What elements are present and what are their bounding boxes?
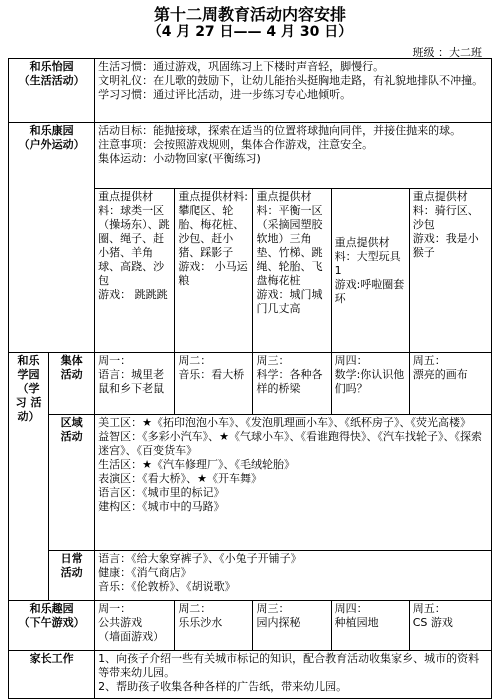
section-hexue-label: 和乐 学园 （学 习 活 动）: [9, 353, 49, 601]
section-heyi-label: 和乐怡园 （生活活动）: [9, 59, 95, 123]
row-daily-activities: [9, 551, 492, 601]
collective-day-2: 周二： 音乐：看大桥: [175, 353, 253, 415]
row-life-activities: [9, 59, 492, 123]
section-heyi-content: [95, 59, 492, 123]
row-parent-work: [9, 651, 492, 699]
collective-day-4: 周四： 数学:你认识他们吗？: [331, 353, 409, 415]
game-day-1: 周一： 公共游戏 （墙面游戏）: [95, 601, 175, 651]
area-label: 区域 活动: [49, 415, 95, 551]
game-day-3: 周三： 园内探秘: [253, 601, 331, 651]
parent-work-label: 家长工作: [9, 651, 95, 699]
section-hele-play-label: 和乐趣园 （下午游戏）: [9, 601, 95, 651]
etiquette-line: 文明礼仪：在儿歌的鼓励下，让幼儿能抬头挺胸地走路，有礼貌地排队不冲撞。: [98, 74, 484, 87]
game-day-2: 周二： 乐乐沙水: [175, 601, 253, 651]
page-title: 第十二周教育活动内容安排: [153, 5, 346, 24]
class-label: 班级 ：大二班: [412, 46, 482, 59]
life-area-line: 生活区：★《汽车修理厂》、《毛绒轮胎》: [98, 458, 296, 471]
section-hekang-label: 和乐康园 （户外运动）: [9, 123, 95, 353]
parent-work-content: 1、向孩子介绍一些有关城市标记的知识，配合教育活动收集家乡、城市的资料等带来幼儿园。 2、帮助孩子收集各种各样的广告纸，带来幼儿园。: [95, 651, 492, 699]
outdoor-day-3: 重点提供材料：平衡一区（采摘园塑胶软地）三角垫、竹梯、跳绳、轮胎、飞盘梅花桩 游戏：城门城门几丈高: [253, 189, 331, 353]
collective-day-1: 周一： 语言：城里老鼠和乡下老鼠: [95, 353, 175, 415]
art-area-line: 美工区：★《拓印泡泡小车》、《发泡肌理画小车》、《纸杯房子》、《荧光高楼》: [98, 416, 472, 429]
outdoor-day-1: 重点提供材料：球类一区（操场东）、跳圈、绳子、赶小猪、羊角球、高跷、沙包 游戏： 跳跳跳: [95, 189, 175, 353]
outdoor-day-2: 重点提供材料:攀爬区、轮胎、梅花桩、沙包、赶小猪、踩影子 游戏： 小马运粮: [175, 189, 253, 353]
date-range: （4 月 27 日—— 4 月 30 日）: [147, 24, 353, 40]
area-content: [95, 415, 492, 551]
language-area-line: 语言区：《城市里的标记》: [98, 486, 225, 499]
collective-day-3: 周三： 科学：各种各样的桥梁: [253, 353, 331, 415]
row-outdoor-top: [9, 123, 492, 189]
study-habit-line: 学习习惯：通过评比活动，进一步练习专心地倾听。: [98, 88, 352, 101]
daily-label: 日常 活动: [49, 551, 95, 601]
outdoor-goals: 活动目标：能抛接球，探索在适当的位置将球抛向同伴，并接住抛来的球。 注意事项：会按照游戏规则，集体合作游戏，注意安全。 集体运动：小动物回家(平衡练习): [95, 123, 492, 189]
puzzle-area-line: 益智区：《多彩小汽车》、★《气球小车》、《看谁跑得快》、《汽车找轮子》、《探索迷宫》、《百变货车》: [98, 430, 483, 457]
collective-day-5: 周五： 漂亮的画布: [409, 353, 491, 415]
row-afternoon-games: [9, 601, 492, 651]
daily-content: 语言：《给大象穿裤子》、《小兔子开铺子》 健康：《消气商店》 音乐：《伦敦桥》、《胡说歌》: [95, 551, 492, 601]
row-collective: [9, 353, 492, 415]
collective-label: 集体 活动: [49, 353, 95, 415]
outdoor-day-5: 重点提供材料：骑行区、沙包 游戏：我是小猴子: [409, 189, 491, 353]
activity-plan-table: [8, 58, 492, 699]
game-day-4: 周四： 种植园地: [331, 601, 409, 651]
performance-area-line: 表演区：《看大桥》、★《开车舞》: [98, 472, 263, 485]
building-area-line: 建构区：《城市中的马路》: [98, 500, 225, 513]
outdoor-day-4: 重点提供材料：大型玩具 1 游戏:呼啦圈套环: [331, 189, 409, 353]
row-area-activities: [9, 415, 492, 551]
game-day-5: 周五： CS 游戏: [409, 601, 491, 651]
life-habit-line: 生活习惯：通过游戏，巩固练习上下楼时声音轻，脚慢行。: [98, 60, 385, 73]
